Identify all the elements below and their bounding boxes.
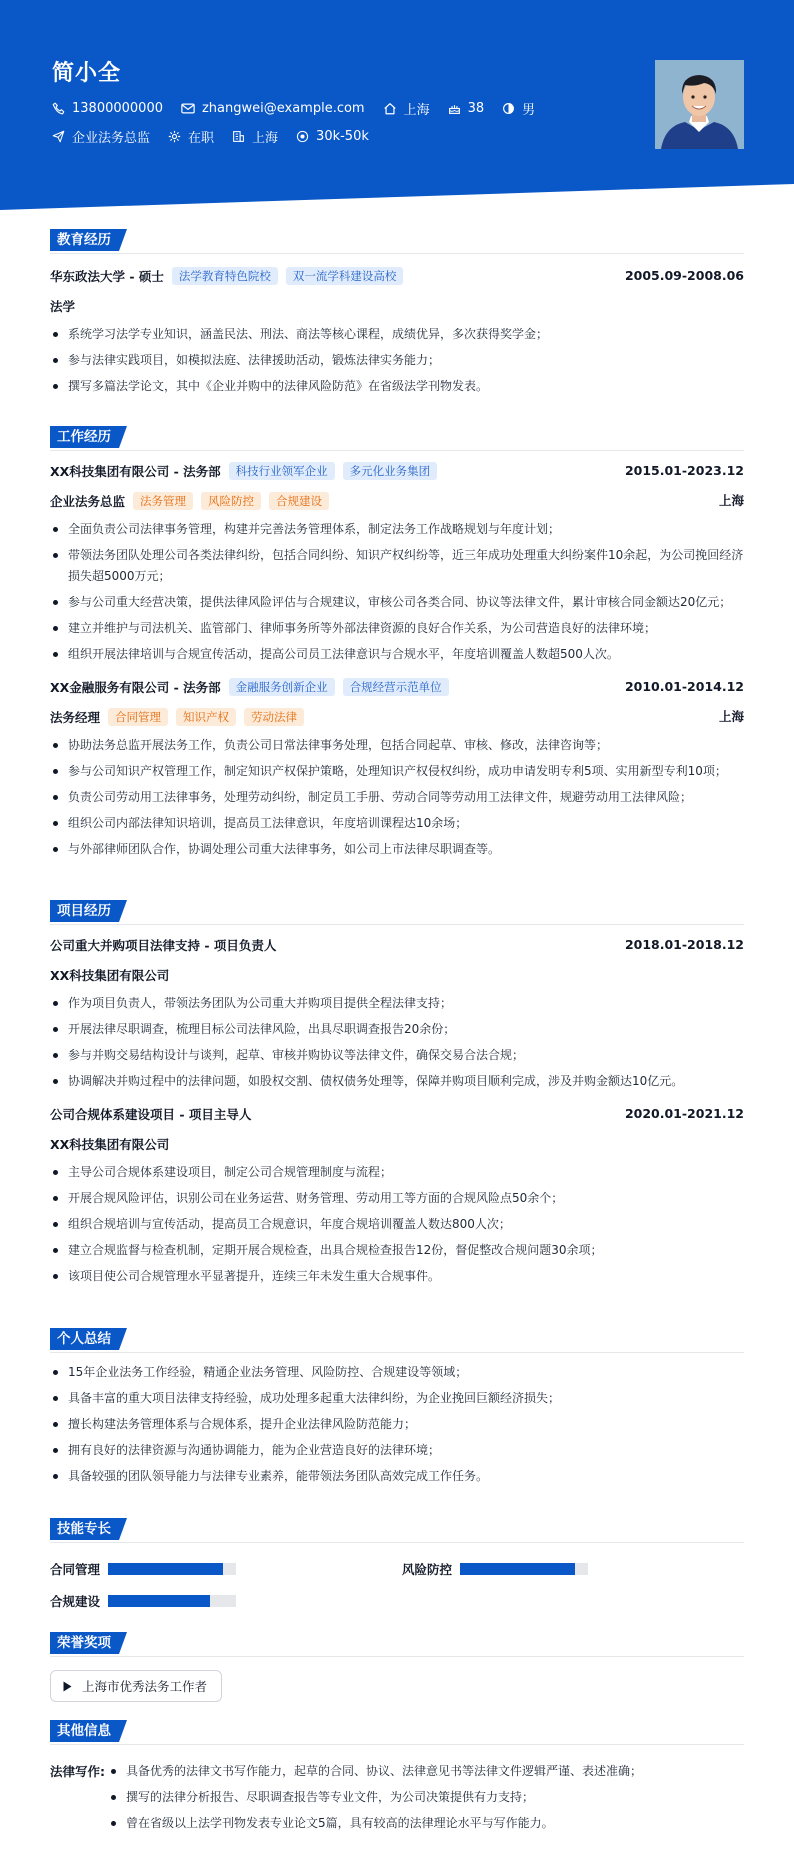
- project-org-row: [50, 961, 744, 989]
- school-name: 华东政法大学 - 硕士: [50, 269, 164, 284]
- award-item: [50, 1670, 222, 1702]
- skill-item: [50, 1592, 236, 1610]
- project-org: XX科技集团有限公司: [50, 1137, 170, 1152]
- list-item: 建立并维护与司法机关、监管部门、律师事务所等外部法律资源的良好合作关系，为公司营造良好的法律环境；: [50, 618, 744, 639]
- skill-name: 合规建设: [50, 1594, 101, 1609]
- gender-text: 男: [522, 103, 536, 118]
- project-period: 2020.01-2021.12: [624, 1106, 744, 1121]
- play-icon: [63, 1681, 72, 1692]
- skills-header: [50, 1518, 744, 1543]
- gear-icon: [168, 130, 181, 143]
- role-tag: 风险防控: [201, 492, 261, 510]
- project-name: 公司合规体系建设项目 - 项目主导人: [50, 1107, 252, 1122]
- skill-bar-track: [460, 1563, 588, 1575]
- list-item: 组织公司内部法律知识培训，提高员工法律意识，年度培训课程达10余场；: [50, 813, 744, 834]
- list-item: 擅长构建法务管理体系与合规体系，提升企业法律风险防范能力；: [50, 1414, 744, 1435]
- section-title: 教育经历: [50, 229, 119, 251]
- list-item: 组织合规培训与宣传活动，提高员工合规意识，年度合规培训覆盖人数达800人次；: [50, 1214, 744, 1235]
- skills-section: [50, 1518, 744, 1618]
- projects-section: [50, 900, 744, 1292]
- section-title: 项目经历: [50, 900, 119, 922]
- list-item: 主导公司合规体系建设项目，制定公司合规管理制度与流程；: [50, 1162, 744, 1183]
- gender-item: [502, 99, 535, 118]
- list-item: 开展法律尽职调查，梳理目标公司法律风险，出具尽职调查报告20余份；: [50, 1019, 744, 1040]
- project-bullets: [50, 993, 744, 1092]
- list-item: 15年企业法务工作经验，精通企业法务管理、风险防控、合规建设等领域；: [50, 1362, 744, 1383]
- resume-header: [0, 0, 794, 210]
- list-item: 具备丰富的重大项目法律支持经验，成功处理多起重大法律纠纷，为企业挽回巨额经济损失；: [50, 1388, 744, 1409]
- honors-header: [50, 1632, 744, 1657]
- projects-header: [50, 900, 744, 925]
- project-bullets: [50, 1162, 744, 1287]
- work-section: [50, 426, 744, 865]
- education-section: [50, 229, 744, 402]
- contact-row: [52, 99, 553, 118]
- skill-name: 合同管理: [50, 1562, 101, 1577]
- company-name: XX科技集团有限公司 - 法务部: [50, 464, 221, 479]
- work-header: [50, 426, 744, 451]
- major-row: [50, 292, 744, 320]
- project-row: [50, 931, 744, 959]
- list-item: 参与公司知识产权管理工作，制定知识产权保护策略，处理知识产权侵权纠纷，成功申请发明专利5项、实用新型专利10项；: [50, 761, 744, 782]
- skill-bar-fill: [460, 1563, 575, 1575]
- role-tag: 知识产权: [176, 708, 236, 726]
- list-item: 参与法律实践项目，如模拟法庭、法律援助活动，锻炼法律实务能力；: [50, 350, 744, 371]
- phone-item: [52, 101, 163, 116]
- project-name: 公司重大并购项目法律支持 - 项目负责人: [50, 938, 277, 953]
- role-row: [50, 487, 744, 515]
- major-name: 法学: [50, 299, 76, 314]
- list-item: 撰写的法律分析报告、尽职调查报告等专业文件，为公司决策提供有力支持；: [108, 1787, 744, 1808]
- phone-text: 13800000000: [72, 101, 163, 116]
- project-entry: [50, 931, 744, 1092]
- status-text: 在职: [188, 131, 215, 146]
- role-tag: 合同管理: [108, 708, 168, 726]
- avatar-illustration: [655, 60, 744, 149]
- gender-icon: [502, 102, 515, 115]
- school-tag: 双一流学科建设高校: [286, 267, 404, 285]
- project-period: 2018.01-2018.12: [624, 937, 744, 952]
- target-position-item: [52, 127, 150, 146]
- list-item: 撰写多篇法学论文，其中《企业并购中的法律风险防范》在省级法学刊物发表。: [50, 376, 744, 397]
- list-item: 全面负责公司法律事务管理，构建并完善法务管理体系，制定法务工作战略规划与年度计划；: [50, 519, 744, 540]
- education-header: [50, 229, 744, 254]
- list-item: 开展合规风险评估，识别公司在业务运营、财务管理、劳动用工等方面的合规风险点50余个；: [50, 1188, 744, 1209]
- job-location: 上海: [718, 709, 744, 724]
- project-row: [50, 1100, 744, 1128]
- city-item: [383, 99, 430, 118]
- target-city-item: [232, 127, 278, 146]
- job-bullets: [50, 735, 744, 860]
- honors-section: [50, 1632, 744, 1712]
- list-item: 该项目使公司合规管理水平显著提升，连续三年未发生重大合规事件。: [50, 1266, 744, 1287]
- role-row: [50, 703, 744, 731]
- project-org-row: [50, 1130, 744, 1158]
- target-position-text: 企业法务总监: [72, 131, 151, 146]
- list-item: 具备较强的团队领导能力与法律专业素养，能带领法务团队高效完成工作任务。: [50, 1466, 744, 1487]
- job-entry: [50, 673, 744, 860]
- list-item: 带领法务团队处理公司各类法律纠纷，包括合同纠纷、知识产权纠纷等，近三年成功处理重大纠纷案件10余起，为公司挽回经济损失超5000万元；: [50, 545, 744, 587]
- mail-icon: [181, 102, 195, 115]
- job-location: 上海: [718, 493, 744, 508]
- skill-bar-fill: [108, 1563, 223, 1575]
- company-tag: 科技行业领军企业: [229, 462, 335, 480]
- section-title: 技能专长: [50, 1518, 119, 1540]
- section-title: 荣誉奖项: [50, 1632, 119, 1654]
- job-bullets: [50, 519, 744, 665]
- list-item: 组织开展法律培训与合规宣传活动，提高公司员工法律意识与合规水平，年度培训覆盖人数超500人次。: [50, 644, 744, 665]
- project-entry: [50, 1100, 744, 1287]
- role-tag: 法务管理: [133, 492, 193, 510]
- building-icon: [232, 130, 245, 143]
- list-item: 协调解决并购过程中的法律问题，如股权交割、债权债务处理等，保障并购项目顺利完成，涉及并购金额达10亿元。: [50, 1071, 744, 1092]
- school-row: [50, 262, 744, 290]
- school-tag: 法学教育特色院校: [172, 267, 278, 285]
- skill-bar-track: [108, 1595, 236, 1607]
- salary-text: 30k-50k: [316, 129, 369, 144]
- list-item: 具备优秀的法律文书写作能力，起草的合同、协议、法律意见书等法律文件逻辑严谨、表述准确；: [108, 1761, 744, 1782]
- section-title: 个人总结: [50, 1328, 119, 1350]
- skill-item: [50, 1560, 236, 1578]
- cake-icon: [448, 102, 461, 115]
- list-item: 与外部律师团队合作，协调处理公司重大法律事务，如公司上市法律尽职调查等。: [50, 839, 744, 860]
- list-item: 作为项目负责人，带领法务团队为公司重大并购项目提供全程法律支持；: [50, 993, 744, 1014]
- job-period: 2015.01-2023.12: [624, 463, 744, 478]
- age-item: [448, 101, 485, 116]
- salary-icon: [296, 130, 309, 143]
- project-org: XX科技集团有限公司: [50, 968, 170, 983]
- education-period: 2005.09-2008.06: [624, 268, 744, 283]
- candidate-name: 简小全: [52, 61, 122, 86]
- salary-item: [296, 129, 369, 144]
- company-name: XX金融服务有限公司 - 法务部: [50, 680, 221, 695]
- list-item: 参与并购交易结构设计与谈判，起草、审核并购协议等法律文件，确保交易合法合规；: [50, 1045, 744, 1066]
- city-text: 上海: [403, 103, 430, 118]
- company-row: [50, 673, 744, 701]
- send-icon: [52, 130, 65, 143]
- list-item: 曾在省级以上法学刊物发表专业论文5篇，具有较高的法律理论水平与写作能力。: [108, 1813, 744, 1834]
- role-name: 企业法务总监: [50, 494, 126, 509]
- home-icon: [383, 102, 397, 115]
- list-item: 参与公司重大经营决策，提供法律风险评估与合规建议，审核公司各类合同、协议等法律文件，累计审核合同金额达20亿元；: [50, 592, 744, 613]
- summary-bullets: [50, 1362, 744, 1487]
- skill-bar-fill: [108, 1595, 210, 1607]
- award-text: 上海市优秀法务工作者: [82, 1679, 208, 1694]
- other-bullets: [108, 1761, 744, 1839]
- age-text: 38: [467, 101, 485, 116]
- email-item: [181, 101, 365, 116]
- summary-header: [50, 1328, 744, 1353]
- company-tag: 多元化业务集团: [343, 462, 438, 480]
- other-label: 法律写作:: [50, 1764, 105, 1779]
- status-item: [168, 127, 214, 146]
- list-item: 协助法务总监开展法务工作，负责公司日常法律事务处理，包括合同起草、审核、修改，法律咨询等；: [50, 735, 744, 756]
- list-item: 系统学习法学专业知识，涵盖民法、刑法、商法等核心课程，成绩优异，多次获得奖学金；: [50, 324, 744, 345]
- company-tag: 金融服务创新企业: [229, 678, 335, 696]
- company-tag: 合规经营示范单位: [343, 678, 449, 696]
- list-item: 负责公司劳动用工法律事务，处理劳动纠纷，制定员工手册、劳动合同等劳动用工法律文件，规避劳动用工法律风险；: [50, 787, 744, 808]
- job-intent-row: [52, 127, 387, 146]
- list-item: 建立合规监督与检查机制，定期开展合规检查，出具合规检查报告12份，督促整改合规问题30余项；: [50, 1240, 744, 1261]
- phone-icon: [52, 102, 65, 115]
- role-name: 法务经理: [50, 710, 101, 725]
- job-period: 2010.01-2014.12: [624, 679, 744, 694]
- education-bullets: [50, 324, 744, 397]
- email-text: zhangwei@example.com: [201, 101, 365, 116]
- skill-item: [402, 1560, 588, 1578]
- other-section: [50, 1720, 744, 1845]
- section-title: 其他信息: [50, 1720, 119, 1742]
- profile-photo: [655, 60, 744, 149]
- role-tag: 劳动法律: [244, 708, 304, 726]
- target-city-text: 上海: [252, 131, 279, 146]
- summary-section: [50, 1328, 744, 1492]
- list-item: 拥有良好的法律资源与沟通协调能力，能为企业营造良好的法律环境；: [50, 1440, 744, 1461]
- role-tag: 合规建设: [269, 492, 329, 510]
- skill-name: 风险防控: [402, 1562, 453, 1577]
- section-title: 工作经历: [50, 426, 119, 448]
- job-entry: [50, 457, 744, 665]
- company-row: [50, 457, 744, 485]
- other-header: [50, 1720, 744, 1745]
- skill-bar-track: [108, 1563, 236, 1575]
